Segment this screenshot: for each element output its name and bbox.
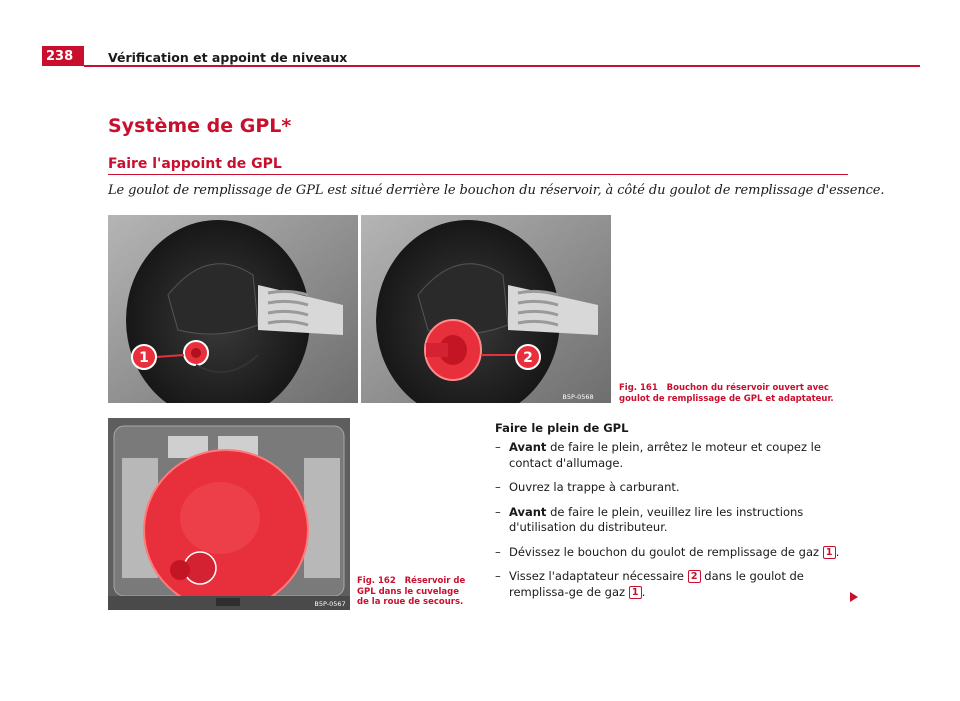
lpg-tank-illustration (108, 418, 350, 610)
figure-162-code: B5P-0567 (314, 600, 346, 608)
callout-1-label: 1 (139, 350, 149, 366)
procedure-step-3: – Avant de faire le plein, veuillez lire les instructions d'utilisation du distributeur. (495, 504, 804, 534)
fuel-flap-illustration (108, 215, 611, 403)
figure-162-caption-label: Fig. 162 (357, 576, 396, 586)
procedure-step-4: – Dévissez le bouchon du goulot de remplissage de gaz 1 . (495, 544, 840, 559)
figure-161-code: B5P-0568 (562, 393, 594, 401)
header-divider (84, 65, 920, 67)
continue-arrow-icon (850, 592, 858, 602)
procedure-step-1: – Avant de faire le plein, arrêtez le moteur et coupez le contact d'allumage. (495, 440, 821, 470)
chapter-title: Vérification et appoint de niveaux (108, 50, 348, 65)
procedure-title: Faire le plein de GPL (495, 421, 629, 435)
procedure-steps (495, 440, 847, 609)
reference-1-badge: 1 (823, 546, 836, 559)
figure-161-caption-label: Fig. 161 (619, 383, 658, 393)
procedure-step-5: – Vissez l'adaptateur nécessaire 2 dans le goulot de remplissa-ge de gaz 1 . (495, 569, 804, 599)
figure-162-caption (357, 576, 467, 608)
section-title: Système de GPL* (108, 115, 292, 137)
page-number: 238 (46, 49, 74, 64)
subsection-title: Faire l'appoint de GPL (108, 156, 282, 172)
figure-162-caption-text: Réservoir de GPL dans le cuvelage de la roue de secours. (357, 576, 466, 607)
figure-161-caption-text: Bouchon du réservoir ouvert avec goulot de remplissage de GPL et adaptateur. (619, 383, 834, 404)
side-panel-right (304, 458, 340, 578)
figure-162-image (108, 418, 350, 610)
subsection-divider (108, 174, 848, 175)
procedure-step-2: – Ouvrez la trappe à carburant. (495, 480, 680, 494)
reference-1-badge: 1 (629, 586, 642, 599)
figure-161-caption (619, 383, 854, 404)
reference-2-badge: 2 (688, 570, 701, 583)
figure-161-image (108, 215, 611, 403)
callout-2-label: 2 (523, 350, 533, 366)
intro-text: Le goulot de remplissage de GPL est situé derrière le bouchon du réservoir, à côté du goulot de remplissage d'essence. (108, 183, 885, 198)
